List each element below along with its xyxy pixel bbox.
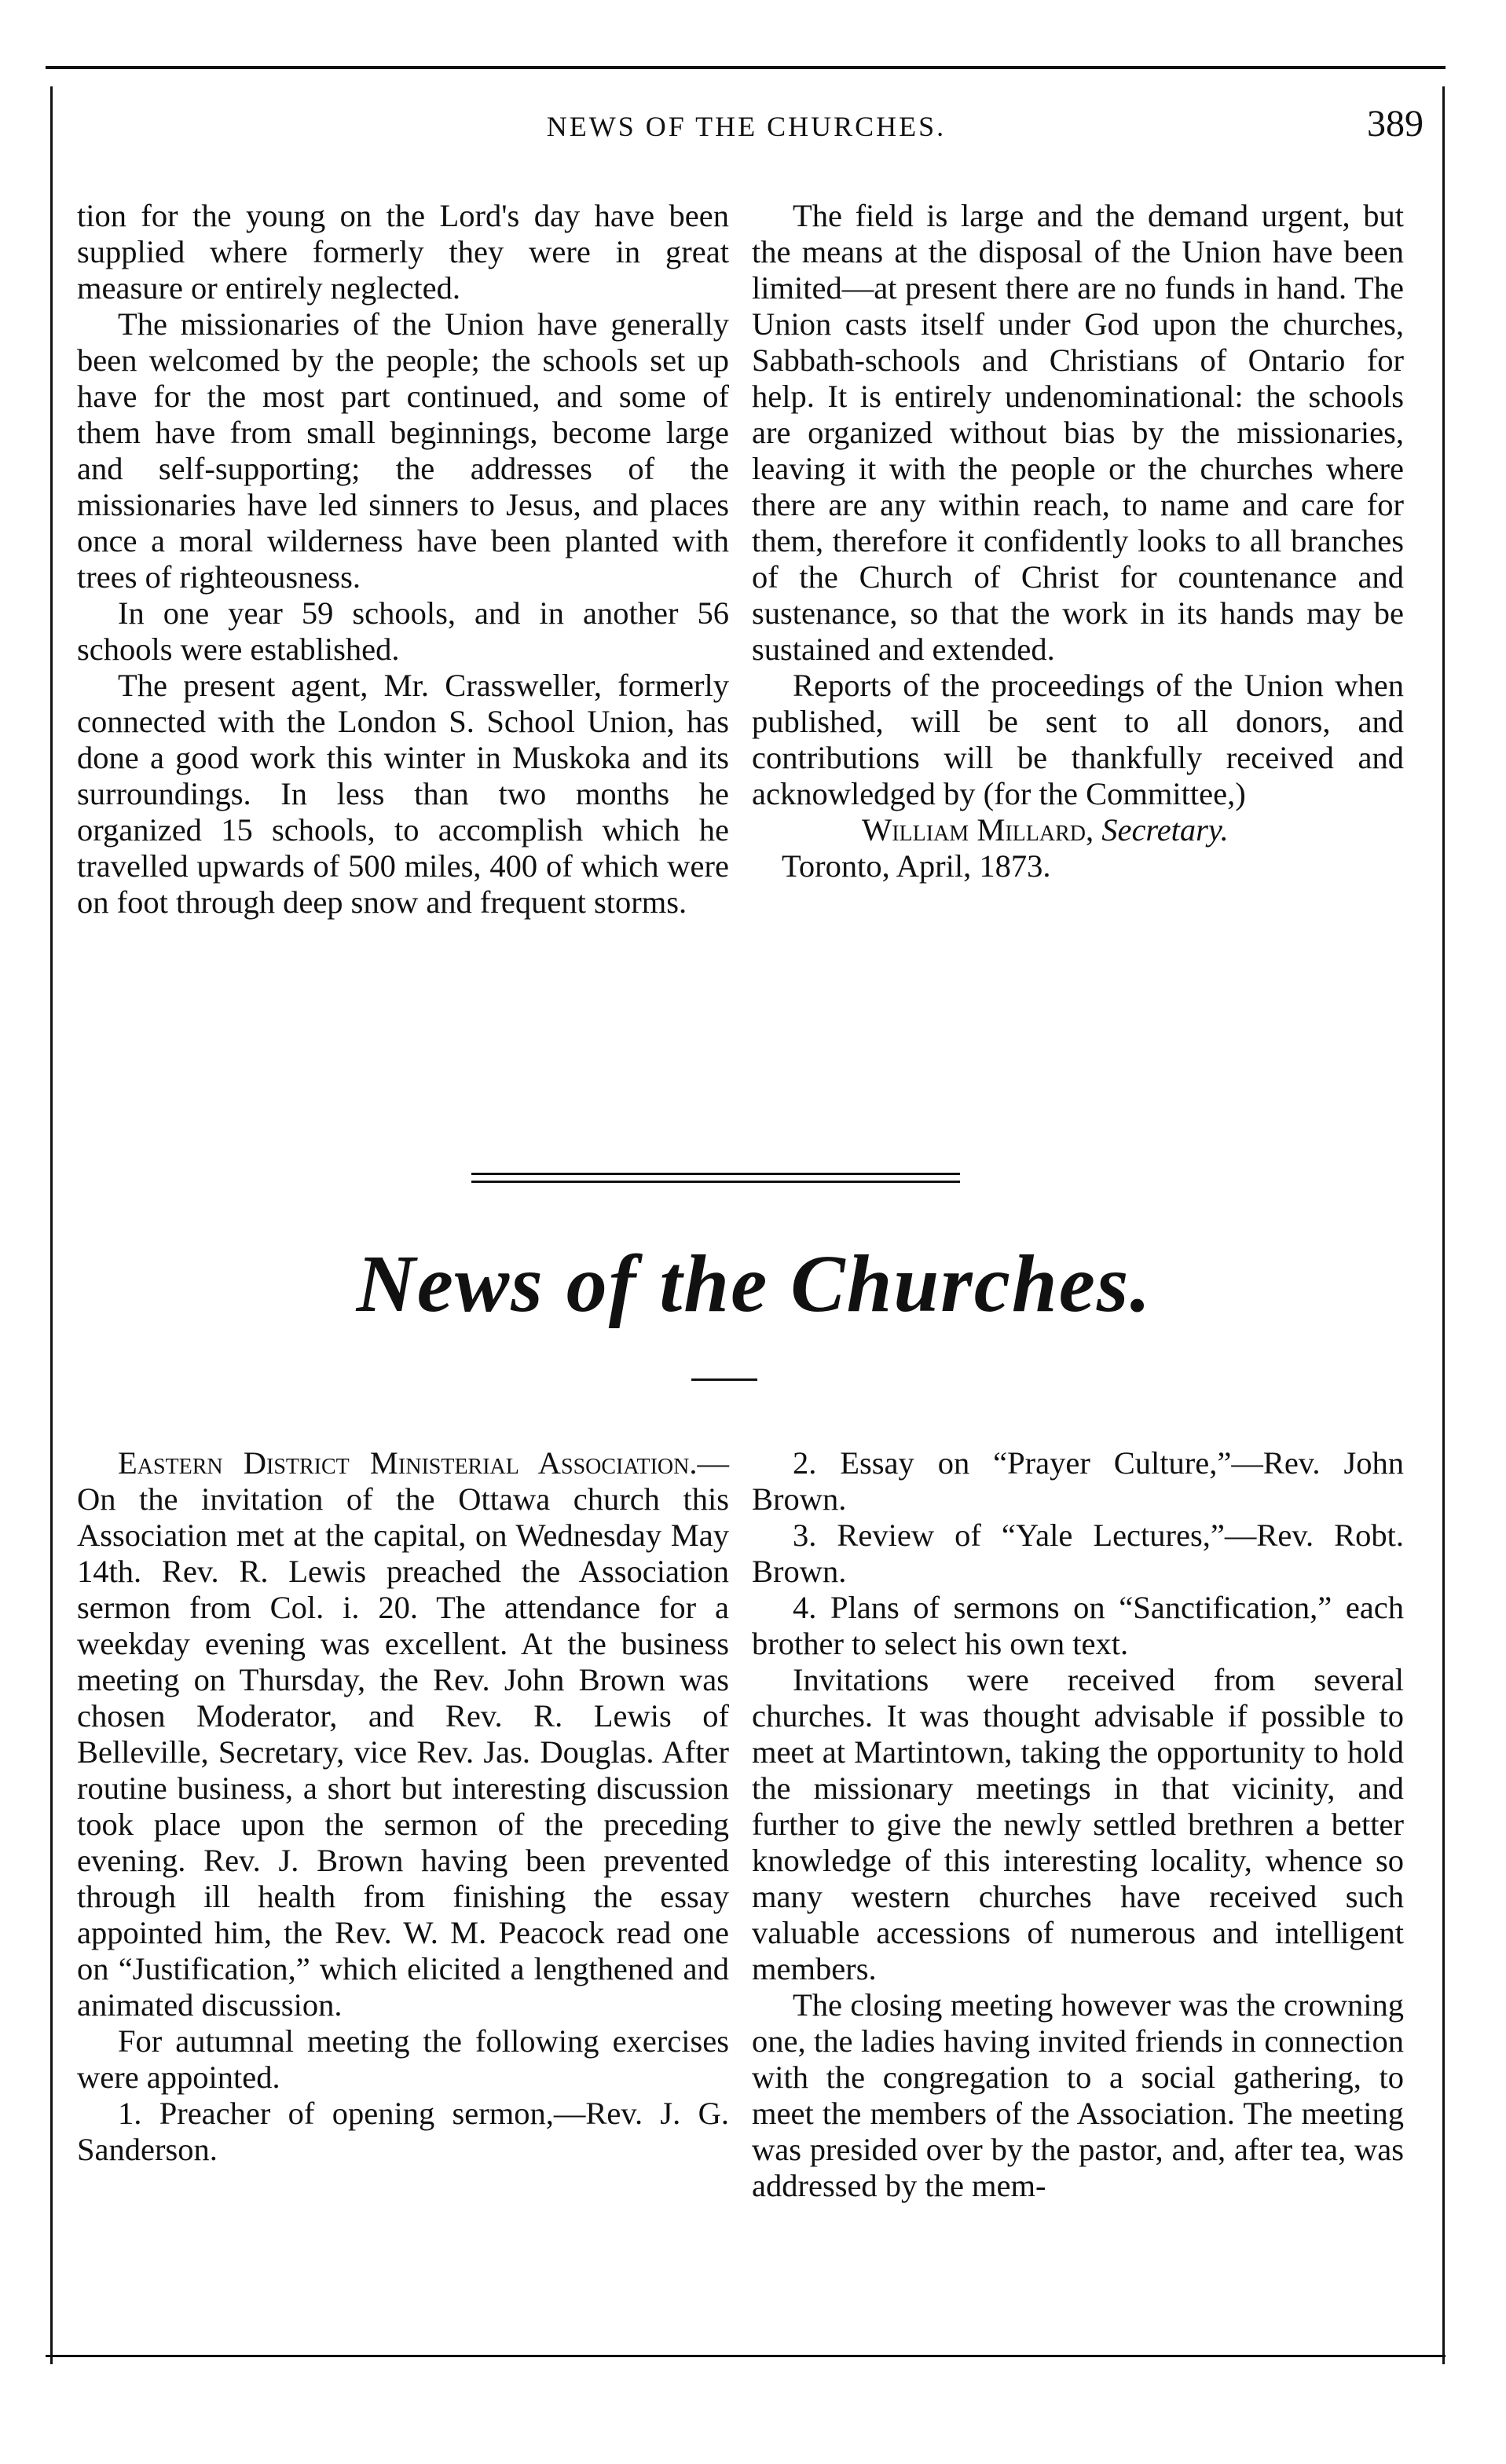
paragraph: tion for the young on the Lord's day have been supplied where formerly they were in great measure or entirely neglected.: [77, 198, 729, 306]
list-item: 3. Review of “Yale Lectures,”—Rev. Robt. Brown.: [752, 1518, 1404, 1589]
paragraph: The missionaries of the Union have generally been welcomed by the people; the schools set up have for the most part continued, and some of them have from small beginnings, become large and self-supporting; the addresses of the missionaries have led sinners to Jesus, and places once a moral wilderness have been planted with trees of righteousness.: [77, 306, 729, 595]
page-top-rule: [46, 66, 1446, 69]
page-bottom-rule: [46, 2355, 1446, 2357]
paragraph: In one year 59 schools, and in another 56 schools were established.: [77, 595, 729, 667]
paragraph: [77, 1445, 729, 2023]
signature-name: William Millard,: [862, 812, 1094, 848]
heading-short-rule: [691, 1378, 757, 1381]
top-left-column: [77, 198, 729, 921]
bottom-left-column: [77, 1445, 729, 2168]
paragraph: Reports of the proceedings of the Union when published, will be sent to all donors, and contributions will be thankfully received and acknowledged by (for the Committee,): [752, 668, 1404, 811]
paragraph: The field is large and the demand urgent, but the means at the disposal of the Union have been limited—at present there are no funds in hand. The Union casts itself under God upon the churches, Sabbath-schools and Christians of Ontario for help. It is entirely undenominational: the schools are organized without bias by the missionaries, leaving it with the people or the churches where there are any within reach, to name and care for them, therefore it confidently looks to all branches of the Church of Christ for countenance and sustenance, so that the work in its hands may be sustained and extended.: [752, 198, 1404, 667]
page-left-border: [50, 86, 53, 2364]
paragraph: The present agent, Mr. Crassweller, formerly connected with the London S. School Union, has done a good work this winter in Muskoka and its surroundings. In less than two months he organized 15 schools, to accomplish which he travelled upwards of 500 miles, 400 of which were on foot through deep snow and frequent storms.: [77, 668, 729, 920]
bottom-right-column: [752, 1445, 1404, 2204]
paragraph: Invitations were received from several churches. It was thought advisable if possible to meet at Martintown, taking the opportunity to hold the missionary meetings in that vicinity, and further to give the newly settled brethren a better knowledge of this interesting locality, whence so many western churches have received such valuable accessions of numerous and intelligent members.: [752, 1662, 1404, 1986]
signature-title: Secretary.: [1101, 812, 1229, 848]
running-head-title: NEWS OF THE CHURCHES.: [546, 111, 947, 142]
running-head: [63, 103, 1430, 154]
page-right-border: [1442, 86, 1445, 2364]
signature: [752, 812, 1404, 848]
page-number: 389: [1367, 103, 1424, 145]
list-item: 1. Preacher of opening sermon,—Rev. J. G. Sanderson.: [77, 2096, 729, 2167]
top-right-column: [752, 198, 1404, 884]
list-item: 4. Plans of sermons on “Sanctification,” each brother to select his own text.: [752, 1590, 1404, 1661]
dateline: Toronto, April, 1873.: [782, 848, 1051, 884]
paragraph: The closing meeting however was the crowning one, the ladies having invited friends in connection with the congregation to a social gathering, to meet the members of the Association. The meeting was presided over by the pastor, and, after tea, was addressed by the mem-: [752, 1987, 1404, 2203]
paragraph: For autumnal meeting the following exercises were appointed.: [77, 2023, 729, 2095]
article-body: —On the invitation of the Ottawa church this Association met at the capital, on Wednesday May 14th. Rev. R. Lewis preached the Association sermon from Col. i. 20. The attendance for a weekday evening was excellent. At the business meeting on Thursday, the Rev. John Brown was chosen Moderator, and Rev. R. Lewis of Belleville, Secretary, vice Rev. Jas. Douglas. After routine business, a short but interesting discussion took place upon the sermon of the preceding evening. Rev. J. Brown having been prevented through ill health from finishing the essay appointed him, the Rev. W. M. Peacock read one on “Justification,” which elicited a lengthened and animated discussion.: [77, 1445, 729, 2023]
double-rule-top: [471, 1173, 960, 1175]
article-lead: Eastern District Ministerial Association.: [118, 1445, 698, 1481]
double-rule-bottom: [471, 1181, 960, 1183]
section-heading: News of the Churches.: [356, 1239, 1152, 1329]
list-item: 2. Essay on “Prayer Culture,”—Rev. John Brown.: [752, 1445, 1404, 1517]
